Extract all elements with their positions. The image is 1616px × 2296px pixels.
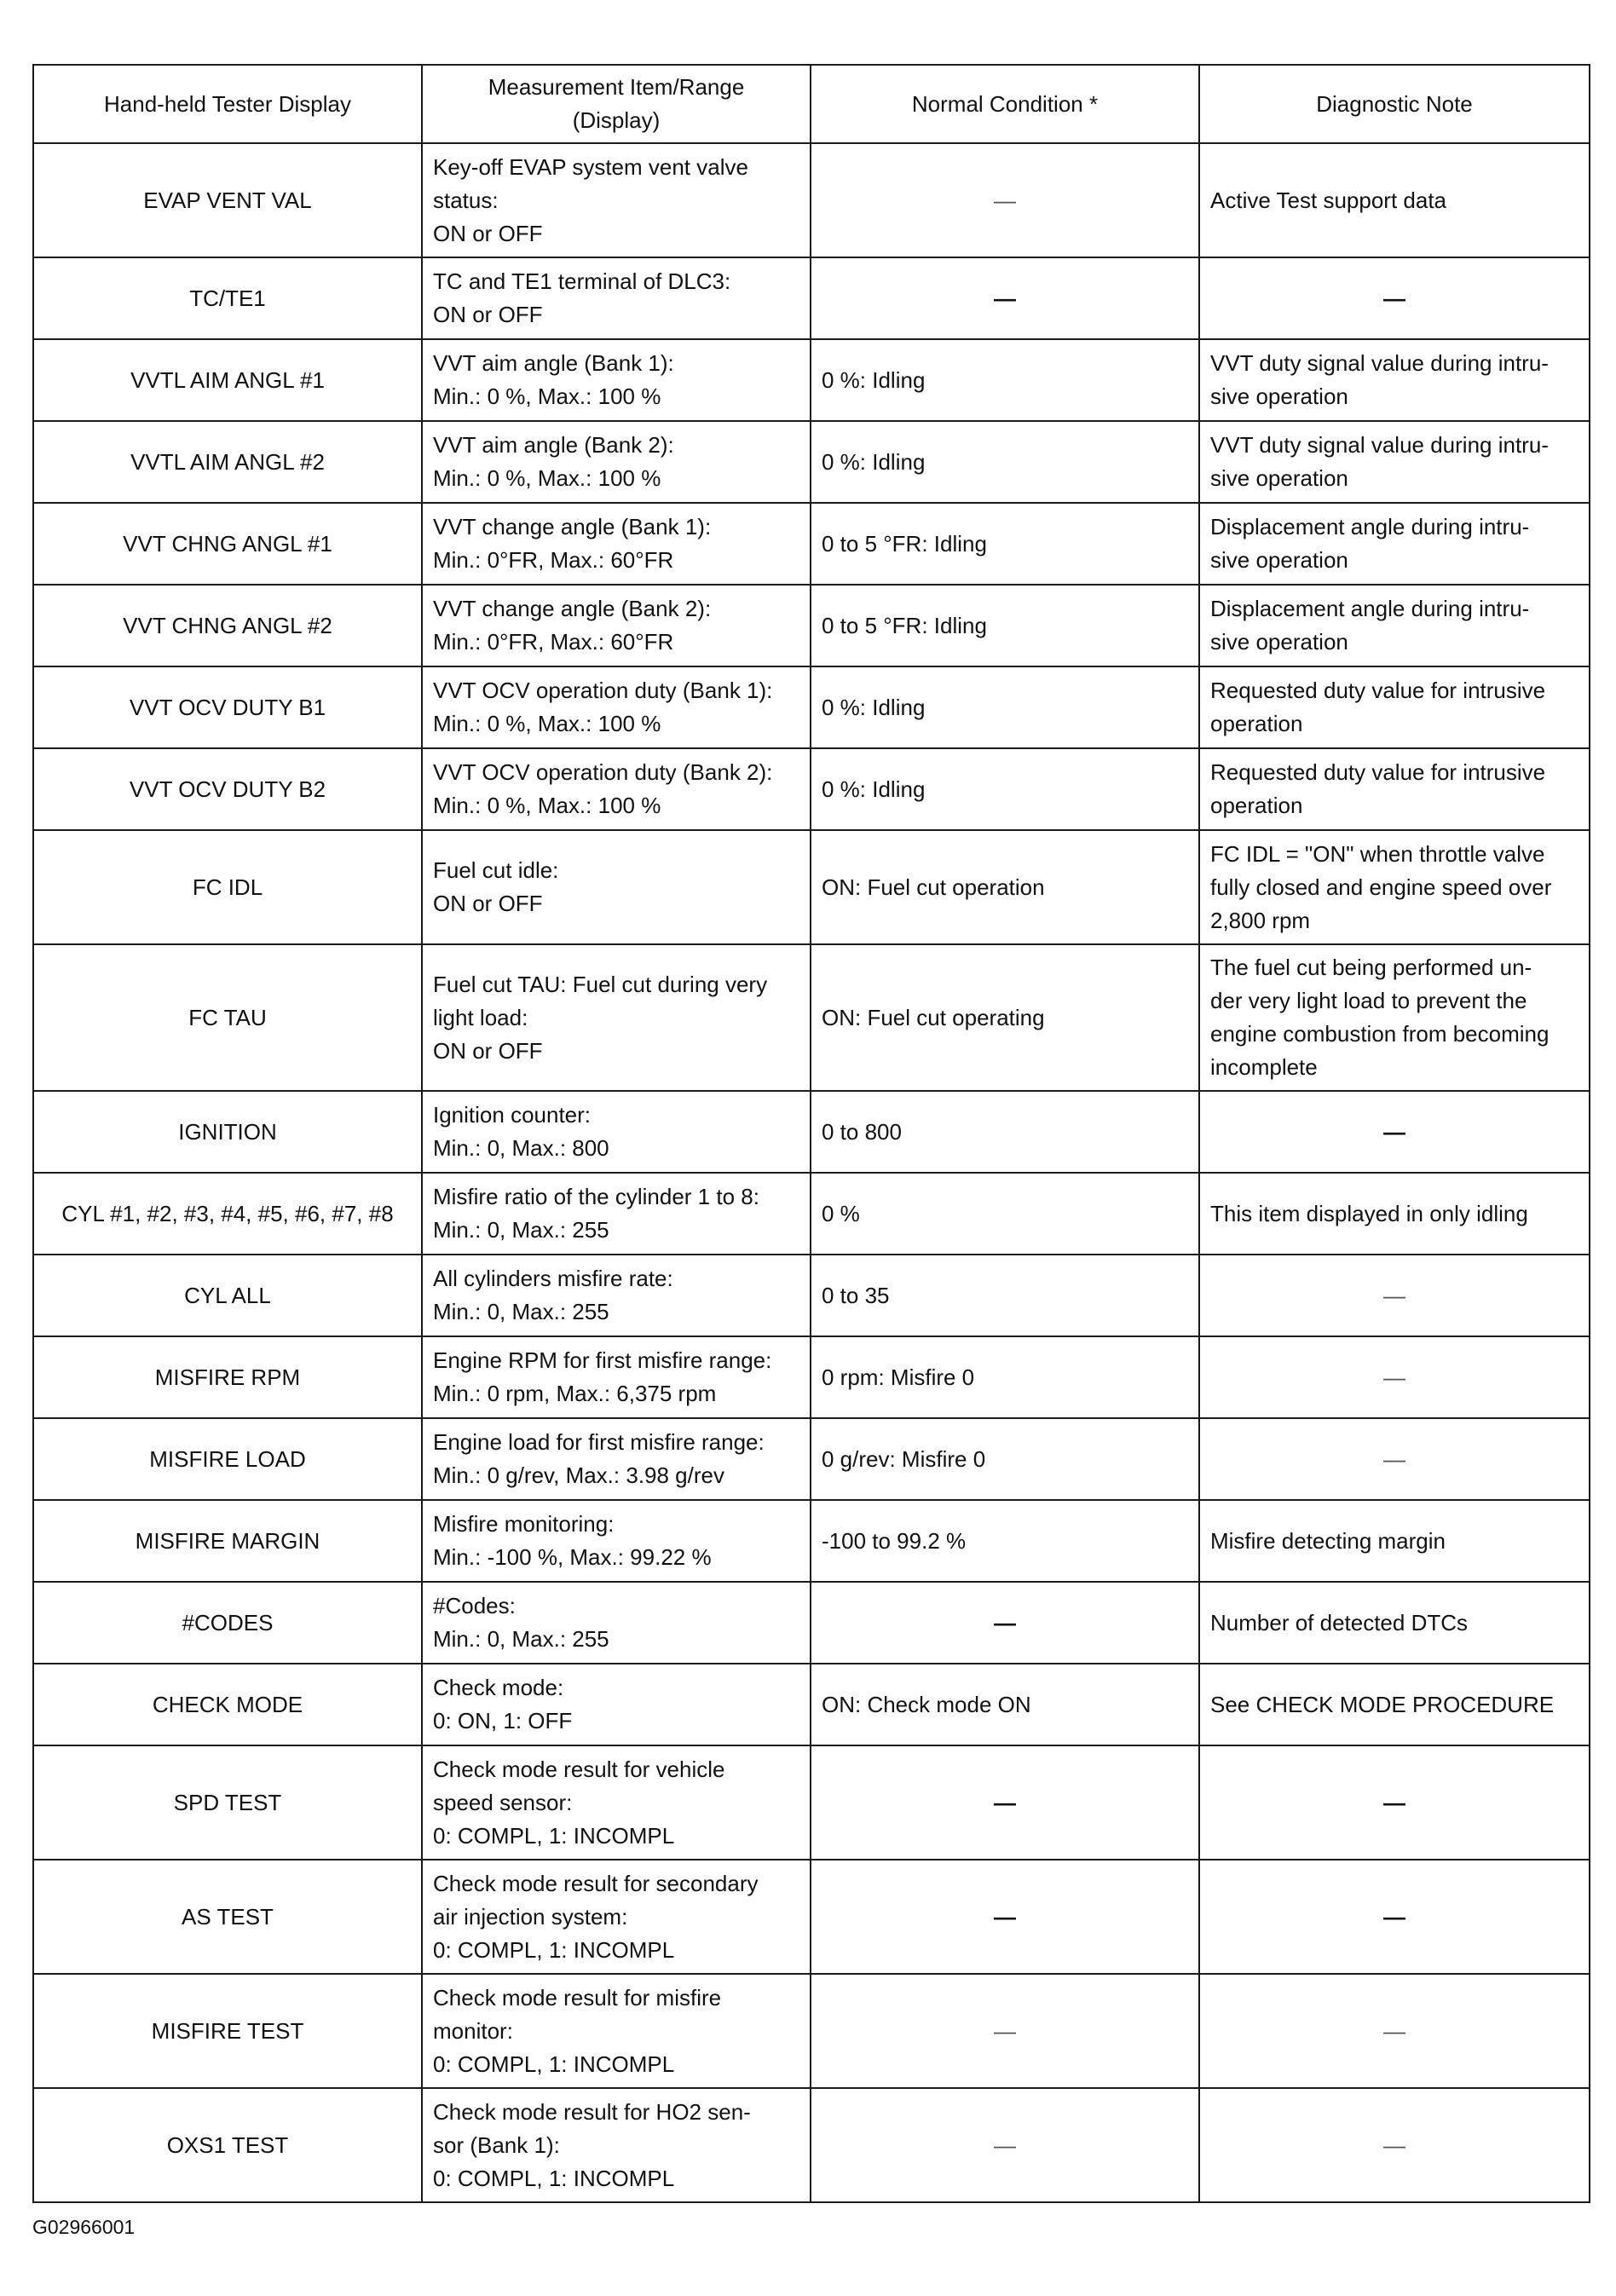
normal-condition-cell: — <box>811 257 1199 339</box>
header-measurement-item: Measurement Item/Range (Display) <box>422 65 811 143</box>
measurement-item-cell: TC and TE1 terminal of DLC3: ON or OFF <box>422 257 811 339</box>
measurement-item-cell: Engine load for first misfire range: Min.: 0 g/rev, Max.: 3.98 g/rev <box>422 1418 811 1500</box>
tester-display-cell: VVT OCV DUTY B2 <box>33 748 422 830</box>
table-row <box>33 503 1590 585</box>
table-row <box>33 748 1590 830</box>
table-row <box>33 1664 1590 1745</box>
header-diagnostic-note: Diagnostic Note <box>1199 65 1590 143</box>
tester-display-cell: CHECK MODE <box>33 1664 422 1745</box>
measurement-item-cell: VVT change angle (Bank 2): Min.: 0°FR, Max.: 60°FR <box>422 585 811 666</box>
measurement-item-cell: Check mode result for secondary air injection system: 0: COMPL, 1: INCOMPL <box>422 1860 811 1974</box>
table-row <box>33 830 1590 944</box>
table-row <box>33 585 1590 666</box>
header-tester-display: Hand-held Tester Display <box>33 65 422 143</box>
tester-display-cell: VVTL AIM ANGL #1 <box>33 339 422 421</box>
table-row <box>33 1745 1590 1860</box>
measurement-item-cell: Ignition counter: Min.: 0, Max.: 800 <box>422 1091 811 1173</box>
measurement-item-cell: VVT OCV operation duty (Bank 2): Min.: 0 %, Max.: 100 % <box>422 748 811 830</box>
tester-display-cell: TC/TE1 <box>33 257 422 339</box>
table-row <box>33 257 1590 339</box>
diagnostic-note-cell: VVT duty signal value during intru- sive operation <box>1199 339 1590 421</box>
diagnostic-note-cell: Displacement angle during intru- sive operation <box>1199 585 1590 666</box>
normal-condition-cell: 0 g/rev: Misfire 0 <box>811 1418 1199 1500</box>
tester-display-cell: EVAP VENT VAL <box>33 143 422 257</box>
tester-display-cell: VVTL AIM ANGL #2 <box>33 421 422 503</box>
normal-condition-cell: -100 to 99.2 % <box>811 1500 1199 1582</box>
normal-condition-cell: — <box>811 1745 1199 1860</box>
normal-condition-cell: — <box>811 143 1199 257</box>
diagnostic-note-cell: — <box>1199 1336 1590 1418</box>
measurement-item-cell: Check mode result for misfire monitor: 0: COMPL, 1: INCOMPL <box>422 1974 811 2088</box>
measurement-item-cell: Check mode result for vehicle speed sensor: 0: COMPL, 1: INCOMPL <box>422 1745 811 1860</box>
table-row <box>33 1860 1590 1974</box>
normal-condition-cell: 0 to 35 <box>811 1255 1199 1336</box>
diagnostic-note-cell: — <box>1199 257 1590 339</box>
tester-display-cell: IGNITION <box>33 1091 422 1173</box>
diagnostic-note-cell: The fuel cut being performed un- der very light load to prevent the engine combustion from becoming incomplete <box>1199 944 1590 1091</box>
diagnostic-note-cell: Requested duty value for intrusive operation <box>1199 666 1590 748</box>
tester-display-cell: CYL ALL <box>33 1255 422 1336</box>
table-row <box>33 1336 1590 1418</box>
table-row <box>33 944 1590 1091</box>
table-row <box>33 1255 1590 1336</box>
measurement-item-cell: Engine RPM for first misfire range: Min.: 0 rpm, Max.: 6,375 rpm <box>422 1336 811 1418</box>
tester-data-table <box>32 64 1590 2203</box>
diagnostic-note-cell: See CHECK MODE PROCEDURE <box>1199 1664 1590 1745</box>
normal-condition-cell: — <box>811 1974 1199 2088</box>
tester-display-cell: MISFIRE MARGIN <box>33 1500 422 1582</box>
measurement-item-cell: VVT aim angle (Bank 1): Min.: 0 %, Max.: 100 % <box>422 339 811 421</box>
diagnostic-note-cell: Misfire detecting margin <box>1199 1500 1590 1582</box>
normal-condition-cell: 0 to 5 °FR: Idling <box>811 585 1199 666</box>
normal-condition-cell: ON: Fuel cut operation <box>811 830 1199 944</box>
tester-display-cell: OXS1 TEST <box>33 2088 422 2202</box>
measurement-item-cell: Check mode result for HO2 sen- sor (Bank 1): 0: COMPL, 1: INCOMPL <box>422 2088 811 2202</box>
tester-display-cell: FC IDL <box>33 830 422 944</box>
table-row <box>33 1500 1590 1582</box>
table-row <box>33 1091 1590 1173</box>
diagnostic-note-cell: — <box>1199 1860 1590 1974</box>
normal-condition-cell: 0 %: Idling <box>811 339 1199 421</box>
table-row <box>33 143 1590 257</box>
normal-condition-cell: 0 to 800 <box>811 1091 1199 1173</box>
diagnostic-note-cell: — <box>1199 2088 1590 2202</box>
measurement-item-cell: VVT change angle (Bank 1): Min.: 0°FR, Max.: 60°FR <box>422 503 811 585</box>
diagnostic-note-cell: — <box>1199 1255 1590 1336</box>
measurement-item-cell: All cylinders misfire rate: Min.: 0, Max.: 255 <box>422 1255 811 1336</box>
tester-display-cell: VVT CHNG ANGL #2 <box>33 585 422 666</box>
header-row <box>33 65 1590 143</box>
tester-display-cell: #CODES <box>33 1582 422 1664</box>
normal-condition-cell: — <box>811 1860 1199 1974</box>
tester-display-cell: MISFIRE LOAD <box>33 1418 422 1500</box>
measurement-item-cell: Misfire ratio of the cylinder 1 to 8: Min.: 0, Max.: 255 <box>422 1173 811 1255</box>
tester-display-cell: VVT OCV DUTY B1 <box>33 666 422 748</box>
measurement-item-cell: Misfire monitoring: Min.: -100 %, Max.: 99.22 % <box>422 1500 811 1582</box>
table-row <box>33 1173 1590 1255</box>
diagnostic-note-cell: — <box>1199 1091 1590 1173</box>
tester-display-cell: CYL #1, #2, #3, #4, #5, #6, #7, #8 <box>33 1173 422 1255</box>
measurement-item-cell: #Codes: Min.: 0, Max.: 255 <box>422 1582 811 1664</box>
measurement-item-cell: Key-off EVAP system vent valve status: ON or OFF <box>422 143 811 257</box>
normal-condition-cell: 0 %: Idling <box>811 421 1199 503</box>
diagnostic-note-cell: — <box>1199 1745 1590 1860</box>
table-row <box>33 666 1590 748</box>
table-row <box>33 421 1590 503</box>
diagnostic-note-cell: — <box>1199 1418 1590 1500</box>
table-row <box>33 2088 1590 2202</box>
diagnostic-note-cell: Number of detected DTCs <box>1199 1582 1590 1664</box>
normal-condition-cell: ON: Fuel cut operating <box>811 944 1199 1091</box>
tester-display-cell: VVT CHNG ANGL #1 <box>33 503 422 585</box>
table-row <box>33 1974 1590 2088</box>
normal-condition-cell: 0 to 5 °FR: Idling <box>811 503 1199 585</box>
normal-condition-cell: 0 % <box>811 1173 1199 1255</box>
figure-id: G02966001 <box>32 2216 136 2238</box>
diagnostic-note-cell: VVT duty signal value during intru- sive operation <box>1199 421 1590 503</box>
normal-condition-cell: — <box>811 2088 1199 2202</box>
diagnostic-note-cell: — <box>1199 1974 1590 2088</box>
diagnostic-note-cell: Requested duty value for intrusive operation <box>1199 748 1590 830</box>
tester-display-cell: MISFIRE RPM <box>33 1336 422 1418</box>
header-normal-condition: Normal Condition * <box>811 65 1199 143</box>
measurement-item-cell: VVT aim angle (Bank 2): Min.: 0 %, Max.: 100 % <box>422 421 811 503</box>
diagnostic-note-cell: This item displayed in only idling <box>1199 1173 1590 1255</box>
measurement-item-cell: VVT OCV operation duty (Bank 1): Min.: 0 %, Max.: 100 % <box>422 666 811 748</box>
diagnostic-note-cell: FC IDL = "ON" when throttle valve fully closed and engine speed over 2,800 rpm <box>1199 830 1590 944</box>
measurement-item-cell: Check mode: 0: ON, 1: OFF <box>422 1664 811 1745</box>
diagnostic-note-cell: Displacement angle during intru- sive operation <box>1199 503 1590 585</box>
tester-display-cell: MISFIRE TEST <box>33 1974 422 2088</box>
table-row <box>33 1582 1590 1664</box>
normal-condition-cell: ON: Check mode ON <box>811 1664 1199 1745</box>
normal-condition-cell: 0 rpm: Misfire 0 <box>811 1336 1199 1418</box>
normal-condition-cell: 0 %: Idling <box>811 748 1199 830</box>
diagnostic-note-cell: Active Test support data <box>1199 143 1590 257</box>
tester-display-cell: AS TEST <box>33 1860 422 1974</box>
measurement-item-cell: Fuel cut idle: ON or OFF <box>422 830 811 944</box>
tester-display-cell: FC TAU <box>33 944 422 1091</box>
normal-condition-cell: 0 %: Idling <box>811 666 1199 748</box>
tester-display-cell: SPD TEST <box>33 1745 422 1860</box>
normal-condition-cell: — <box>811 1582 1199 1664</box>
table-row <box>33 339 1590 421</box>
table-row <box>33 1418 1590 1500</box>
measurement-item-cell: Fuel cut TAU: Fuel cut during very light load: ON or OFF <box>422 944 811 1091</box>
